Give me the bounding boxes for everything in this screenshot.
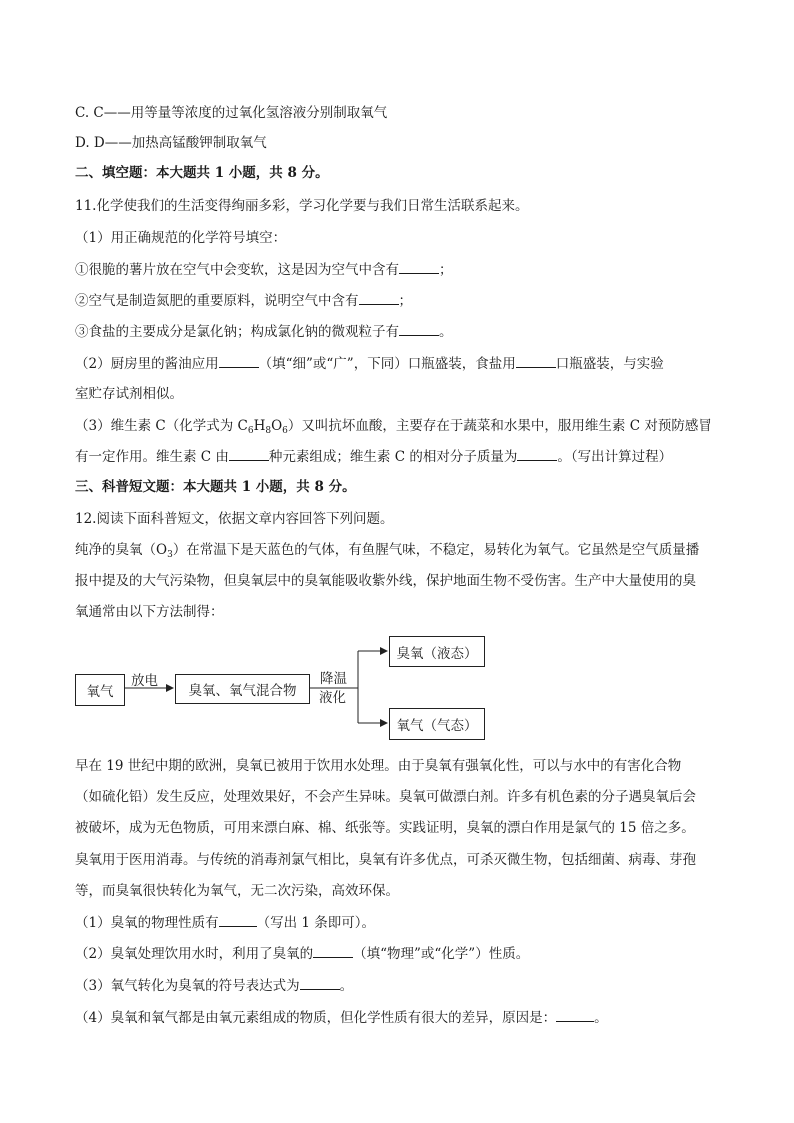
part-3-line2-a: 有一定作用。维生素 C 由 — [75, 449, 229, 465]
part-3-line2-c: 。（写出计算过程） — [557, 449, 673, 465]
question-11-part-2 — [75, 353, 664, 374]
answer-blank[interactable] — [219, 353, 259, 368]
answer-blank[interactable] — [517, 446, 557, 461]
question-11-stem: 11.化学使我们的生活变得绚丽多彩，学习化学要与我们日常生活联系起来。 — [75, 198, 529, 214]
question-11-part-1: （1）用正确规范的化学符号填空： — [75, 230, 287, 246]
paragraph-2-line-4: 臭氧用于医用消毒。与传统的消毒剂氯气相比，臭氧有许多优点，可杀灭微生物，包括细菌、病毒、芽孢 — [75, 852, 696, 868]
sub-3: 3 — [167, 550, 173, 560]
formula-h: H — [253, 418, 266, 434]
para1-text-b: ）在常温下是天蓝色的气体，有鱼腥气味，不稳定，易转化为氧气。它虽然是空气质量播 — [172, 542, 700, 558]
question-11-item-a — [75, 259, 453, 280]
answer-blank[interactable] — [359, 290, 399, 305]
para1-text-a: 纯净的臭氧（O — [75, 542, 168, 558]
part-3-line2-b: 种元素组成；维生素 C 的相对分子质量为 — [268, 449, 518, 465]
option-c: C. C——用等量等浓度的过氧化氢溶液分别制取氧气 — [75, 105, 388, 121]
item-c-text: ③食盐的主要成分是氯化钠；构成氯化钠的微观粒子有 — [75, 324, 399, 340]
part-3-text-b: ）又叫抗坏血酸，主要存在于蔬菜和水果中，服用维生素 C 对预防感冒 — [287, 418, 712, 434]
question-11-item-b — [75, 290, 412, 311]
answer-blank[interactable] — [219, 912, 257, 927]
item-a-end: ； — [439, 262, 453, 278]
part-2-text-c: 口瓶盛装，与实验 — [555, 356, 664, 372]
q12-2-end: （填“物理”或“化学”）性质。 — [353, 946, 530, 962]
q12-1-text: （1）臭氧的物理性质有 — [75, 915, 219, 931]
box-mixture: 臭氧、氧气混合物 — [175, 674, 310, 704]
question-11-part-3 — [75, 416, 712, 436]
paragraph-2-line-3: 被破坏，成为无色物质，可用来漂白麻、棉、纸张等。实践证明，臭氧的漂白作用是氯气的 15 倍之多。 — [75, 820, 695, 836]
question-12-part-2 — [75, 943, 529, 964]
part-2-text-b: （填“细”或“广”，下同）口瓶盛装，食盐用 — [258, 356, 516, 372]
answer-blank[interactable] — [399, 259, 439, 274]
question-12-part-4 — [75, 1007, 608, 1028]
q12-3-text: （3）氧气转化为臭氧的符号表达式为 — [75, 978, 300, 994]
sub-c: 6 — [247, 426, 254, 436]
question-12-stem: 12.阅读下面科普短文，依据文章内容回答下列问题。 — [75, 511, 394, 527]
option-d: D. D——加热高锰酸钾制取氧气 — [75, 135, 267, 151]
part-3-text-a: （3）维生素 C（化学式为 C — [75, 418, 248, 434]
item-b-end: ； — [398, 293, 412, 309]
paragraph-2-line-5: 等，而臭氧很快转化为氧气，无二次污染，高效环保。 — [75, 883, 399, 899]
q12-4-end: 。 — [594, 1010, 608, 1026]
box-ozone-liquid: 臭氧（液态） — [389, 636, 485, 667]
sub-h: 8 — [265, 426, 272, 436]
item-a-text: ①很脆的薯片放在空气中会变软，这是因为空气中含有 — [75, 262, 399, 278]
question-11-item-c — [75, 321, 453, 342]
paragraph-1-line-3: 氧通常由以下方法制得： — [75, 604, 224, 620]
label-discharge: 放电 — [131, 673, 158, 689]
answer-blank[interactable] — [300, 975, 340, 990]
answer-blank[interactable] — [399, 321, 439, 336]
q12-4-text: （4）臭氧和氧气都是由氧元素组成的物质，但化学性质有很大的差异，原因是： — [75, 1010, 557, 1026]
question-11-part-3-cont — [75, 446, 672, 467]
question-12-part-1 — [75, 912, 375, 933]
paragraph-1-line-1 — [75, 540, 699, 560]
answer-blank[interactable] — [313, 943, 353, 958]
item-c-end: 。 — [439, 324, 453, 340]
answer-blank[interactable] — [556, 1007, 594, 1022]
section-heading-fill-in: 二、填空题：本大题共 1 小题，共 8 分。 — [75, 165, 329, 181]
paragraph-1-line-2: 报中提及的大气污染物，但臭氧层中的臭氧能吸收紫外线，保护地面生物不受伤害。生产中大量使用的臭 — [75, 573, 696, 589]
answer-blank[interactable] — [229, 446, 269, 461]
question-11-part-2-cont: 室贮存试剂相似。 — [75, 386, 183, 402]
q12-3-end: 。 — [339, 978, 354, 994]
item-b-text: ②空气是制造氮肥的重要原料，说明空气中含有 — [75, 293, 359, 309]
q12-1-end: （写出 1 条即可）。 — [256, 915, 376, 931]
box-oxygen-gas: 氧气（气态） — [389, 708, 485, 740]
sub-o: 6 — [282, 426, 288, 436]
label-liquefy: 液化 — [319, 690, 346, 706]
question-12-part-3 — [75, 975, 353, 996]
paragraph-2-line-2: （如硫化铅）发生反应，处理效果好，不会产生异味。臭氧可做漂白剂。许多有机色素的分子遇臭氧后会 — [75, 789, 696, 805]
label-cool: 降温 — [320, 671, 347, 687]
paragraph-2-line-1: 早在 19 世纪中期的欧洲，臭氧已被用于饮用水处理。由于臭氧有强氧化性，可以与水中的有害化合物 — [75, 758, 682, 774]
box-oxygen: 氧气 — [75, 674, 125, 706]
q12-2-text: （2）臭氧处理饮用水时，利用了臭氧的 — [75, 946, 314, 962]
part-2-text-a: （2）厨房里的酱油应用 — [75, 356, 219, 372]
formula-o: O — [271, 418, 283, 434]
section-heading-reading: 三、科普短文题：本大题共 1 小题，共 8 分。 — [75, 479, 356, 495]
answer-blank[interactable] — [516, 353, 556, 368]
